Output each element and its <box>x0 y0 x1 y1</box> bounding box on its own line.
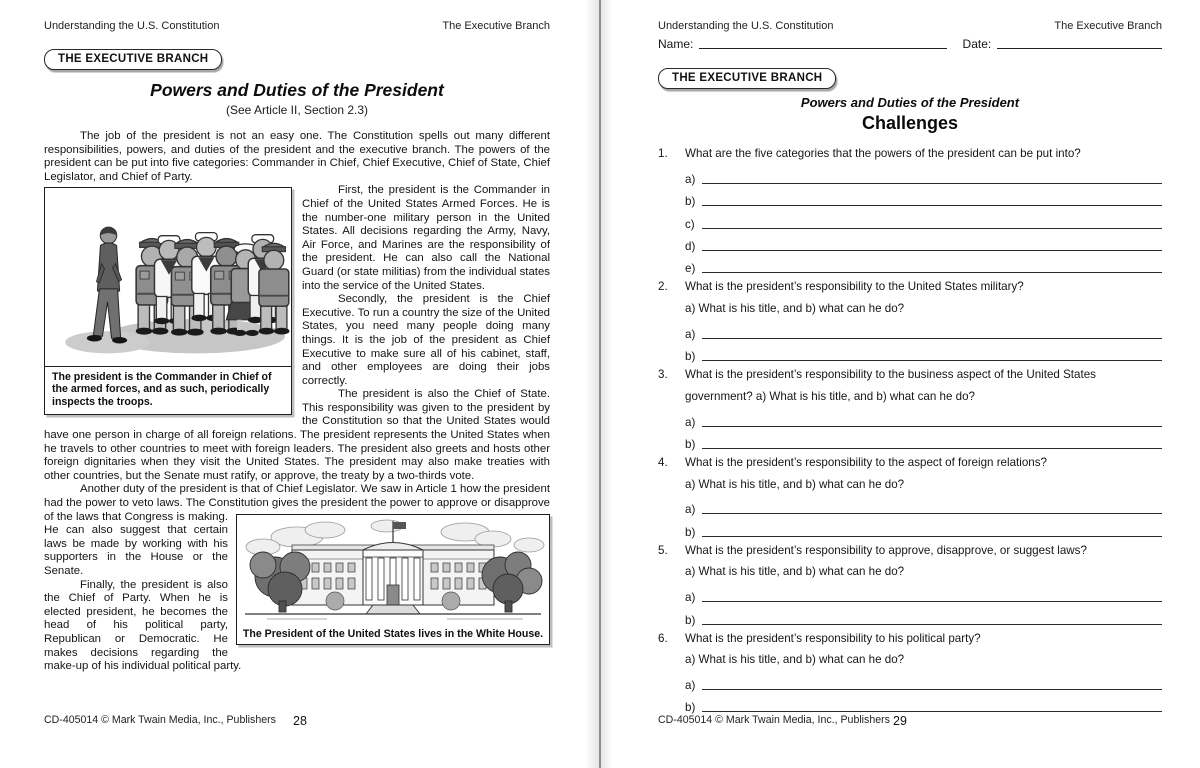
answer-blank <box>685 430 1162 452</box>
answer-blank-line <box>702 689 1162 690</box>
paragraph-chief-legislator-text: Another duty of the president is that of Chief Legislator. We saw in Article 1 how the president had the power to veto laws. The Constitution gives the president the power to approve or <box>44 483 550 510</box>
answer-blank <box>685 232 1162 254</box>
paragraph-commander-text: First, the president is the Commander in Chief of the United States Armed Forces. He is the number-one military person in the United States. All decisions regarding the Army, Navy, Air Force, and Marines are the responsibility of the president. He can also call the National Guard (or state militias) from the individual states into the service of the United States. <box>302 184 550 292</box>
answer-blank <box>685 693 1162 715</box>
question-text: What is the president’s responsibility to his political party? <box>685 631 981 645</box>
name-label: Name: <box>658 37 694 51</box>
answer-blank <box>685 583 1162 605</box>
question-number: 4. <box>658 456 668 470</box>
question-subtext: a) What is his title, and b) what can he do? <box>685 301 905 315</box>
answer-blank <box>685 407 1162 429</box>
answer-blank-line <box>702 426 1162 427</box>
answer-blank <box>685 605 1162 627</box>
answer-blank-line <box>702 250 1162 251</box>
troops-figure <box>44 187 292 414</box>
badge-row <box>658 68 1162 89</box>
header-book-title: Understanding the U.S. Constitution <box>44 20 220 32</box>
question-number: 1. <box>658 147 668 160</box>
answer-blank <box>685 209 1162 231</box>
answer-blank-label: a) <box>685 591 696 605</box>
paragraph-chief-of-party-text: Finally, the president is also the Chief of Party. When he is elected president, he becomes the head of his political party, Republican or Democratic. He makes decisions regarding the make-up of his individual political party. <box>44 578 242 673</box>
question-number: 5. <box>658 543 668 557</box>
answer-blank-label: b) <box>685 525 696 539</box>
spine-shadow <box>585 0 599 768</box>
question-2 <box>658 276 1162 364</box>
question-4 <box>658 452 1162 540</box>
question-text: What is the president’s responsibility to the aspect of foreign relations? <box>685 456 1047 470</box>
question-list <box>658 143 1162 715</box>
date-label: Date: <box>962 37 992 51</box>
answer-blank <box>685 495 1162 517</box>
question-text: What is the president’s responsibility to the business aspect of the United States government? a) What is his title, and b) what can he do? <box>685 368 1096 403</box>
header-book-title: Understanding the U.S. Constitution <box>658 20 834 32</box>
question-subtext: a) What is his title, and b) what can he do? <box>685 653 905 667</box>
worksheet-title: Powers and Duties of the President <box>800 95 1020 110</box>
question-6 <box>658 628 1162 716</box>
paragraph-chief-of-state-text: The president is also the Chief of State. This responsibility was given to the president by the Constitution so that the United States would have one person in charge of all foreign relations. The president represents the United States when he travels to other countries to meet with foreign leaders. The president also greets and hosts other foreign dignitaries when they visit the United States. The president may also make treaties with other countries, but the Senate must ratify, or approve, the treaty by a two-thirds vote. <box>44 388 550 482</box>
footer-credit: CD-405014 © Mark Twain Media, Inc., Publishers <box>44 714 276 726</box>
white-house-illustration <box>237 515 549 625</box>
page-footer <box>0 714 600 726</box>
answer-blank <box>685 671 1162 693</box>
answer-blank-line <box>702 205 1162 206</box>
paragraph-intro-text: The job of the president is not an easy one. The Constitution spells out many different responsibilities, powers, and duties of the president and the executive branch. The powers of the president can be put into five categories: Commander in Chief, Chief Executive, Chief of State, Chief Legislator, and Chief of Party. <box>44 130 550 183</box>
executive-branch-badge <box>44 49 222 70</box>
answer-blank-label: a) <box>685 327 696 341</box>
answer-blank-line <box>702 601 1162 602</box>
answer-blank-label: d) <box>685 240 696 254</box>
answer-blank-line <box>702 513 1162 514</box>
question-subtext: a) What is his title, and b) what can he do? <box>685 477 905 491</box>
answer-blank-label: a) <box>685 503 696 517</box>
answer-blank-line <box>702 536 1162 537</box>
page-footer <box>600 714 1200 726</box>
answer-blank <box>685 187 1162 209</box>
date-blank-line <box>997 48 1162 49</box>
page-subtitle: (See Article II, Section 2.3) <box>225 103 369 117</box>
answer-blank-label: c) <box>685 217 695 231</box>
question-number: 3. <box>658 368 668 382</box>
page-number: 28 <box>293 714 307 728</box>
badge-label: THE EXECUTIVE BRANCH <box>58 53 209 65</box>
question-5 <box>658 540 1162 628</box>
page-29 <box>600 0 1200 768</box>
header-chapter-title: The Executive Branch <box>1054 20 1162 32</box>
answer-blank-line <box>702 228 1162 229</box>
answer-blank <box>685 254 1162 276</box>
paragraph-intro <box>44 130 550 184</box>
header-chapter-title: The Executive Branch <box>442 20 550 32</box>
name-blank-line <box>699 48 946 49</box>
troops-caption: The president is the Commander in Chief of the armed forces, and as such, periodically inspects the troops. <box>45 366 291 414</box>
question-subtext: a) What is his title, and b) what can he do? <box>685 565 905 579</box>
answer-blank-label: b) <box>685 613 696 627</box>
answer-blank-label: b) <box>685 195 696 209</box>
white-house-figure <box>236 514 550 646</box>
badge-row <box>44 49 550 70</box>
question-1 <box>658 143 1162 276</box>
answer-blank <box>685 517 1162 539</box>
paragraph-chief-executive-text: Secondly, the president is the Chief Executive. To run a country the size of the United States, you need many people doing many things. It is the job of the president as Chief Executive to make sure all of his cabinet, staff, and other employees are doing their jobs correctly. <box>302 293 550 387</box>
answer-blank-label: a) <box>685 678 696 692</box>
answer-blank-label: b) <box>685 438 696 452</box>
answer-blank-label: a) <box>685 172 696 186</box>
question-text: What is the president’s responsibility to the United States military? <box>685 280 1024 294</box>
page-header <box>44 20 550 32</box>
question-text: What is the president’s responsibility to approve, disapprove, or suggest laws? <box>685 543 1087 557</box>
question-3 <box>658 364 1162 452</box>
page-spine-divider <box>599 0 601 768</box>
troops-illustration <box>45 188 291 365</box>
answer-blank-label: b) <box>685 350 696 364</box>
answer-blank-line <box>702 183 1162 184</box>
answer-blank-line <box>702 624 1162 625</box>
answer-blank-line <box>702 338 1162 339</box>
answer-blank-line <box>702 711 1162 712</box>
answer-blank-line <box>702 272 1162 273</box>
page-header <box>658 20 1162 32</box>
question-number: 2. <box>658 280 668 294</box>
answer-blank-label: a) <box>685 415 696 429</box>
answer-blank-label: b) <box>685 701 696 715</box>
article-body <box>44 130 550 674</box>
answer-blank <box>685 342 1162 364</box>
name-date-row <box>658 37 1162 51</box>
question-text: What are the five categories that the powers of the president can be put into? <box>685 147 1081 160</box>
answer-blank-line <box>702 360 1162 361</box>
executive-branch-badge <box>658 68 836 89</box>
answer-blank-line <box>702 448 1162 449</box>
page-number: 29 <box>893 714 907 728</box>
spine-shadow <box>601 0 613 768</box>
question-number: 6. <box>658 631 668 645</box>
worksheet-subtitle: Challenges <box>861 113 959 133</box>
answer-blank-label: e) <box>685 262 696 276</box>
white-house-caption: The President of the United States lives in the White House. <box>242 627 544 640</box>
badge-label: THE EXECUTIVE BRANCH <box>672 72 823 84</box>
paragraph-chief-legislator-wrap-text: disapprove of the laws that Congress is making. He can also suggest that certain laws be made by working with his supporters in the House or the Senate. <box>44 497 550 577</box>
answer-blank <box>685 165 1162 187</box>
footer-credit: CD-405014 © Mark Twain Media, Inc., Publishers <box>658 714 890 726</box>
page-title: Powers and Duties of the President <box>150 80 444 100</box>
answer-blank <box>685 319 1162 341</box>
